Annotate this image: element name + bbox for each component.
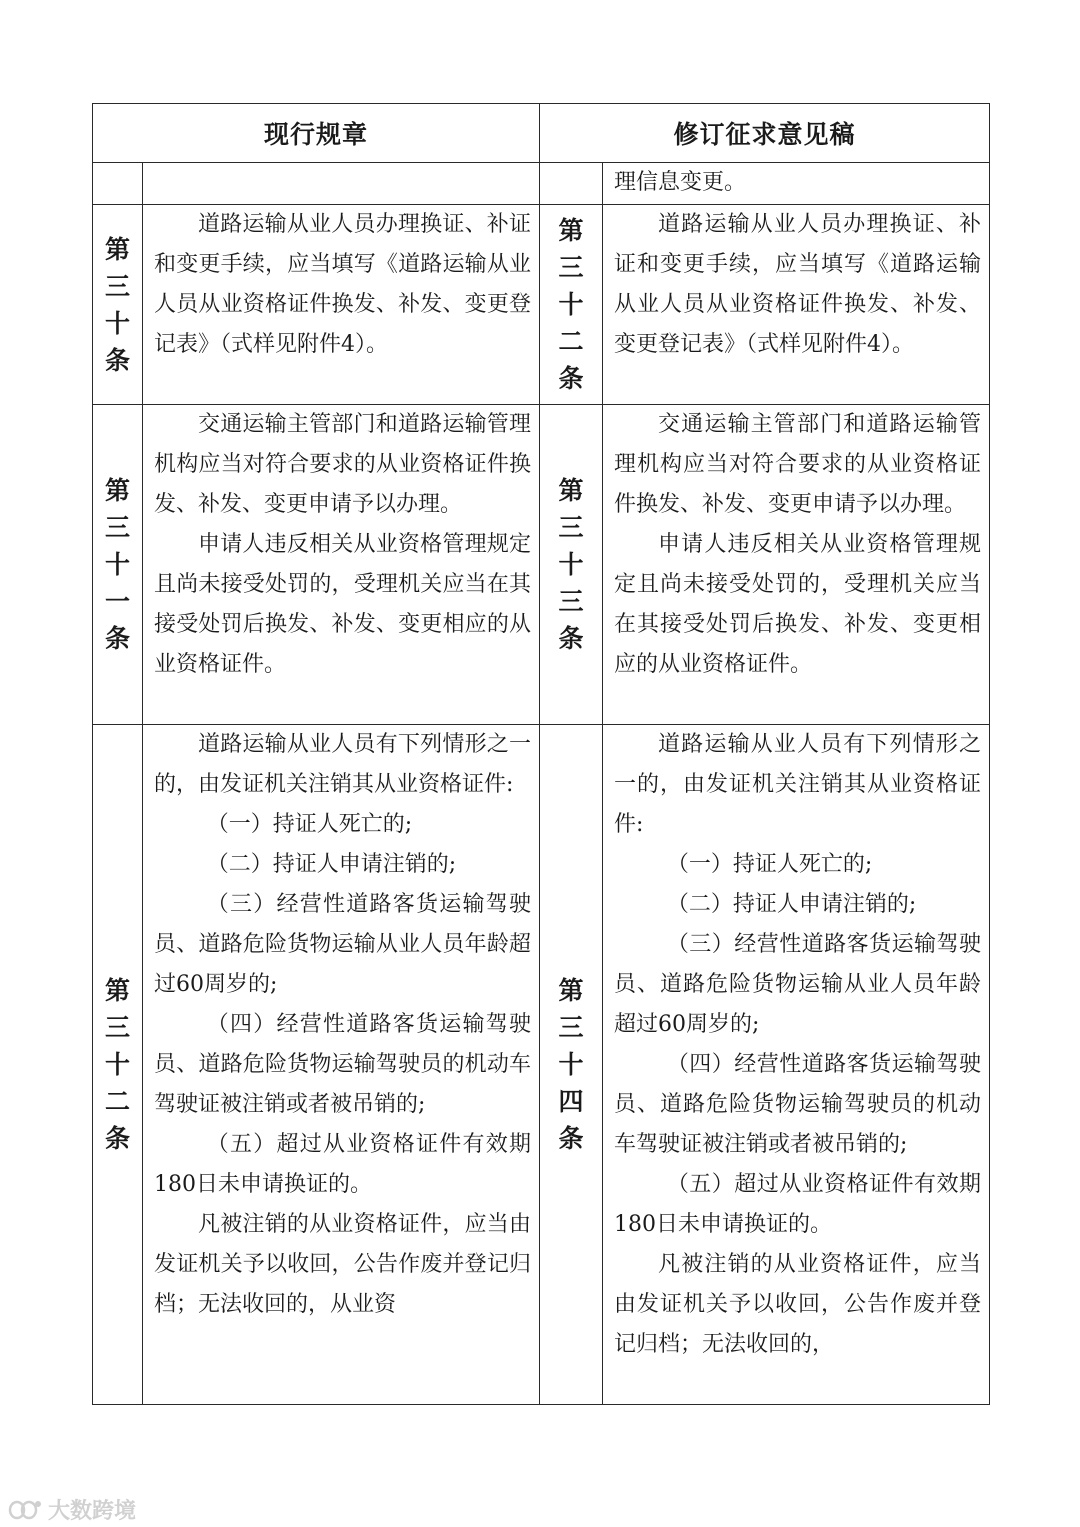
left-article-text: [143, 205, 540, 405]
paragraph: 凡被注销的从业资格证件，应当由发证机关予以收回，公告作废并登记归档；无法收回的，从业资: [154, 1212, 532, 1317]
article-char: 条: [104, 1124, 130, 1153]
right-article-number: [540, 205, 603, 405]
header-revision-draft: 修订征求意见稿: [540, 104, 990, 163]
article-char: 条: [104, 345, 130, 375]
left-article-number: [93, 405, 143, 725]
left-article-text: [143, 725, 540, 1405]
right-article-text: [603, 725, 990, 1405]
article-char: 第: [558, 216, 584, 245]
article-char: 二: [558, 327, 584, 356]
article-char: 三: [558, 1013, 584, 1042]
article-char: 三: [558, 587, 584, 616]
comparison-table: [92, 103, 990, 1405]
table-row: [93, 205, 990, 405]
article-char: 四: [558, 1087, 584, 1116]
article-char: 十: [104, 308, 130, 338]
list-item: （二）持证人申请注销的;: [206, 852, 457, 877]
paragraph: 理信息变更。: [614, 170, 747, 195]
list-item: （四）经营性道路客货运输驾驶员、道路危险货物运输驾驶员的机动车驾驶证被注销或者被吊销的;: [614, 1052, 982, 1157]
paragraph: 申请人违反相关从业资格管理规定且尚未接受处罚的，受理机关应当在其接受处罚后换发、补发、变更相应的从业资格证件。: [614, 532, 982, 677]
article-char: 一: [104, 587, 130, 616]
article-char: 十: [558, 550, 584, 579]
article-char: 十: [104, 1050, 130, 1079]
paragraph: 道路运输从业人员有下列情形之一的，由发证机关注销其从业资格证件:: [614, 732, 982, 837]
watermark: [8, 1494, 136, 1525]
article-char: 条: [558, 624, 584, 653]
right-article-number: [540, 725, 603, 1405]
article-char: 第: [104, 234, 130, 264]
article-char: 十: [558, 1050, 584, 1079]
list-item: （一）持证人死亡的;: [666, 852, 873, 877]
article-char: 三: [558, 513, 584, 542]
table-header-row: [93, 104, 990, 163]
list-item: （三）经营性道路客货运输驾驶员、道路危险货物运输从业人员年龄超过60周岁的;: [614, 932, 982, 1037]
paragraph: 交通运输主管部门和道路运输管理机构应当对符合要求的从业资格证件换发、补发、变更申请予以办理。: [614, 412, 982, 517]
left-article-text: [143, 405, 540, 725]
paragraph: 道路运输从业人员有下列情形之一的，由发证机关注销其从业资格证件:: [154, 732, 532, 797]
continuation-right-text: [603, 163, 990, 205]
left-article-number: [93, 205, 143, 405]
list-item: （三）经营性道路客货运输驾驶员、道路危险货物运输从业人员年龄超过60周岁的;: [154, 892, 532, 997]
list-item: （五）超过从业资格证件有效期180日未申请换证的。: [614, 1172, 982, 1237]
table-row: [93, 725, 990, 1405]
article-char: 条: [104, 624, 130, 653]
article-char: 第: [558, 476, 584, 505]
continuation-row: [93, 163, 990, 205]
continuation-right-article: [540, 163, 603, 205]
continuation-left-text: [143, 163, 540, 205]
article-char: 条: [558, 364, 584, 393]
header-current-rules: 现行规章: [93, 104, 540, 163]
paragraph: 申请人违反相关从业资格管理规定且尚未接受处罚的，受理机关应当在其接受处罚后换发、补发、变更相应的从业资格证件。: [154, 532, 532, 677]
watermark-logo-icon: [8, 1499, 42, 1521]
article-char: 第: [104, 976, 130, 1005]
right-article-number: [540, 405, 603, 725]
paragraph: 道路运输从业人员办理换证、补证和变更手续，应当填写《道路运输从业人员从业资格证件换发、补发、变更登记表》（式样见附件4）。: [614, 212, 982, 357]
article-char: 十: [558, 290, 584, 319]
paragraph: 交通运输主管部门和道路运输管理机构应当对符合要求的从业资格证件换发、补发、变更申请予以办理。: [154, 412, 532, 517]
article-char: 第: [558, 976, 584, 1005]
paragraph: 凡被注销的从业资格证件，应当由发证机关予以收回，公告作废并登记归档；无法收回的，: [614, 1252, 982, 1357]
right-article-text: [603, 405, 990, 725]
right-article-text: [603, 205, 990, 405]
list-item: （四）经营性道路客货运输驾驶员、道路危险货物运输驾驶员的机动车驾驶证被注销或者被吊销的;: [154, 1012, 532, 1117]
article-char: 条: [558, 1124, 584, 1153]
list-item: （五）超过从业资格证件有效期180日未申请换证的。: [154, 1132, 532, 1197]
continuation-left-article: [93, 163, 143, 205]
left-article-number: [93, 725, 143, 1405]
list-item: （一）持证人死亡的;: [206, 812, 413, 837]
list-item: （二）持证人申请注销的;: [666, 892, 917, 917]
article-char: 三: [558, 253, 584, 282]
article-char: 第: [104, 476, 130, 505]
article-char: 三: [104, 1013, 130, 1042]
article-char: 三: [104, 271, 130, 301]
article-char: 二: [104, 1087, 130, 1116]
paragraph: 道路运输从业人员办理换证、补证和变更手续，应当填写《道路运输从业人员从业资格证件换发、补发、变更登记表》（式样见附件4）。: [154, 212, 532, 357]
article-char: 十: [104, 550, 130, 579]
table-row: [93, 405, 990, 725]
watermark-text: 大数跨境: [48, 1499, 137, 1524]
article-char: 三: [104, 513, 130, 542]
